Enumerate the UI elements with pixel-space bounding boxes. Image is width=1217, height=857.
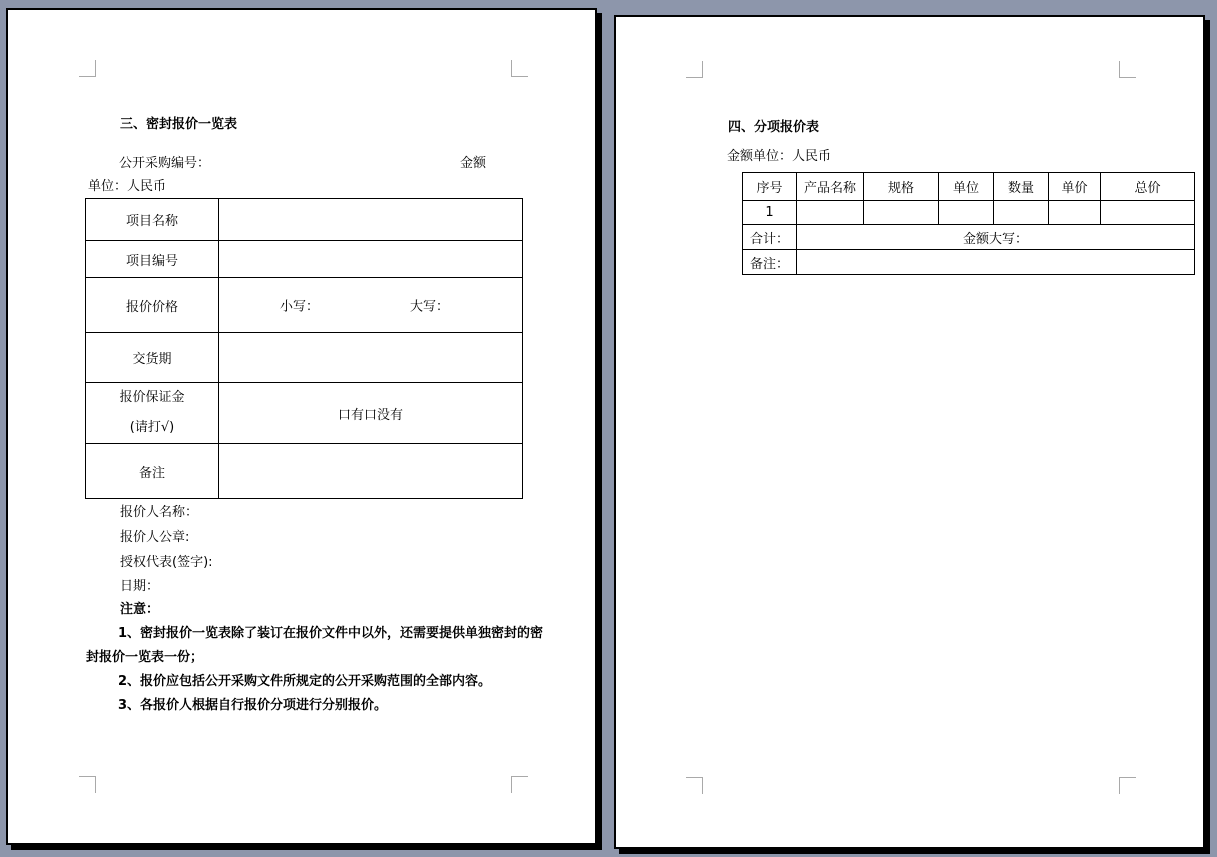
notice-label: 注意： [120, 602, 160, 617]
label-delivery-period: 交货期 [86, 333, 219, 383]
note-line-1: 1、密封报价一览表除了装订在报价文件中以外，还需要提供单独密封的密 [118, 626, 544, 641]
note-line-3: 3、各报价人根据自行报价分项进行分别报价。 [118, 698, 388, 713]
bidder-seal-line: 报价人公章: [120, 530, 190, 545]
crop-mark-bottom-right [1119, 777, 1136, 794]
cell-quote-price-value[interactable] [219, 278, 523, 333]
total-label: 合计： [743, 225, 797, 250]
col-header-quantity: 数量 [994, 173, 1049, 201]
crop-mark-top-right [1119, 61, 1136, 78]
crop-mark-bottom-left [79, 776, 96, 793]
cell-project-number-value[interactable] [219, 241, 523, 278]
col-header-total-price: 总价 [1101, 173, 1195, 201]
bid-deposit-label-line1: 报价保证金 [119, 390, 185, 405]
col-header-product: 产品名称 [797, 173, 864, 201]
crop-mark-bottom-right [511, 776, 528, 793]
cell-remark-value[interactable] [797, 250, 1195, 275]
bid-deposit-label-line2: (请打√) [129, 420, 175, 435]
crop-mark-top-left [686, 61, 703, 78]
section-title: 三、密封报价一览表 [120, 117, 238, 132]
price-in-words-label: 大写： [410, 299, 450, 315]
cell-amount-in-words[interactable]: 金额大写： [797, 225, 1195, 250]
itemized-quotation-table [742, 172, 1195, 275]
remark-row [743, 250, 1195, 275]
item-row-1 [743, 201, 1195, 225]
procurement-number-label: 公开采购编号： [119, 156, 211, 171]
label-bid-deposit [86, 383, 219, 444]
cell-bid-deposit-options[interactable]: 口有口没有 [219, 383, 523, 444]
col-header-unit-price: 单价 [1049, 173, 1101, 201]
section-title: 四、分项报价表 [728, 120, 820, 135]
remark-label: 备注： [743, 250, 797, 275]
cell-spec-1[interactable] [864, 201, 939, 225]
cell-remarks-value[interactable] [219, 444, 523, 499]
note-line-1-continued: 封报价一览表一份； [86, 650, 204, 665]
note-line-2: 2、报价应包括公开采购文件所规定的公开采购范围的全部内容。 [118, 674, 492, 689]
cell-unit-1[interactable] [939, 201, 994, 225]
cell-serial-1: 1 [743, 201, 797, 225]
cell-unit-price-1[interactable] [1049, 201, 1101, 225]
crop-mark-bottom-left [686, 777, 703, 794]
currency-unit-label: 单位：人民币 [88, 179, 167, 194]
cell-delivery-period-value[interactable] [219, 333, 523, 383]
label-project-number: 项目编号 [86, 241, 219, 278]
cell-product-1[interactable] [797, 201, 864, 225]
crop-mark-top-right [511, 60, 528, 77]
label-quote-price: 报价价格 [86, 278, 219, 333]
label-remarks: 备注 [86, 444, 219, 499]
price-in-figures-label: 小写： [280, 299, 320, 315]
cell-total-price-1[interactable] [1101, 201, 1195, 225]
cell-quantity-1[interactable] [994, 201, 1049, 225]
total-row [743, 225, 1195, 250]
amount-unit-label: 金额单位：人民币 [727, 149, 832, 164]
bidder-name-line: 报价人名称： [120, 505, 199, 520]
col-header-serial: 序号 [743, 173, 797, 201]
cell-project-name-value[interactable] [219, 199, 523, 241]
label-project-name: 项目名称 [86, 199, 219, 241]
crop-mark-top-left [79, 60, 96, 77]
authorized-representative-line: 授权代表(签字): [120, 555, 213, 570]
date-line: 日期： [120, 579, 160, 594]
document-page-left[interactable] [6, 8, 597, 845]
col-header-unit: 单位 [939, 173, 994, 201]
amount-label: 金额 [460, 156, 487, 171]
col-header-spec: 规格 [864, 173, 939, 201]
sealed-quotation-summary-table [85, 198, 523, 499]
document-page-right[interactable] [614, 15, 1205, 849]
